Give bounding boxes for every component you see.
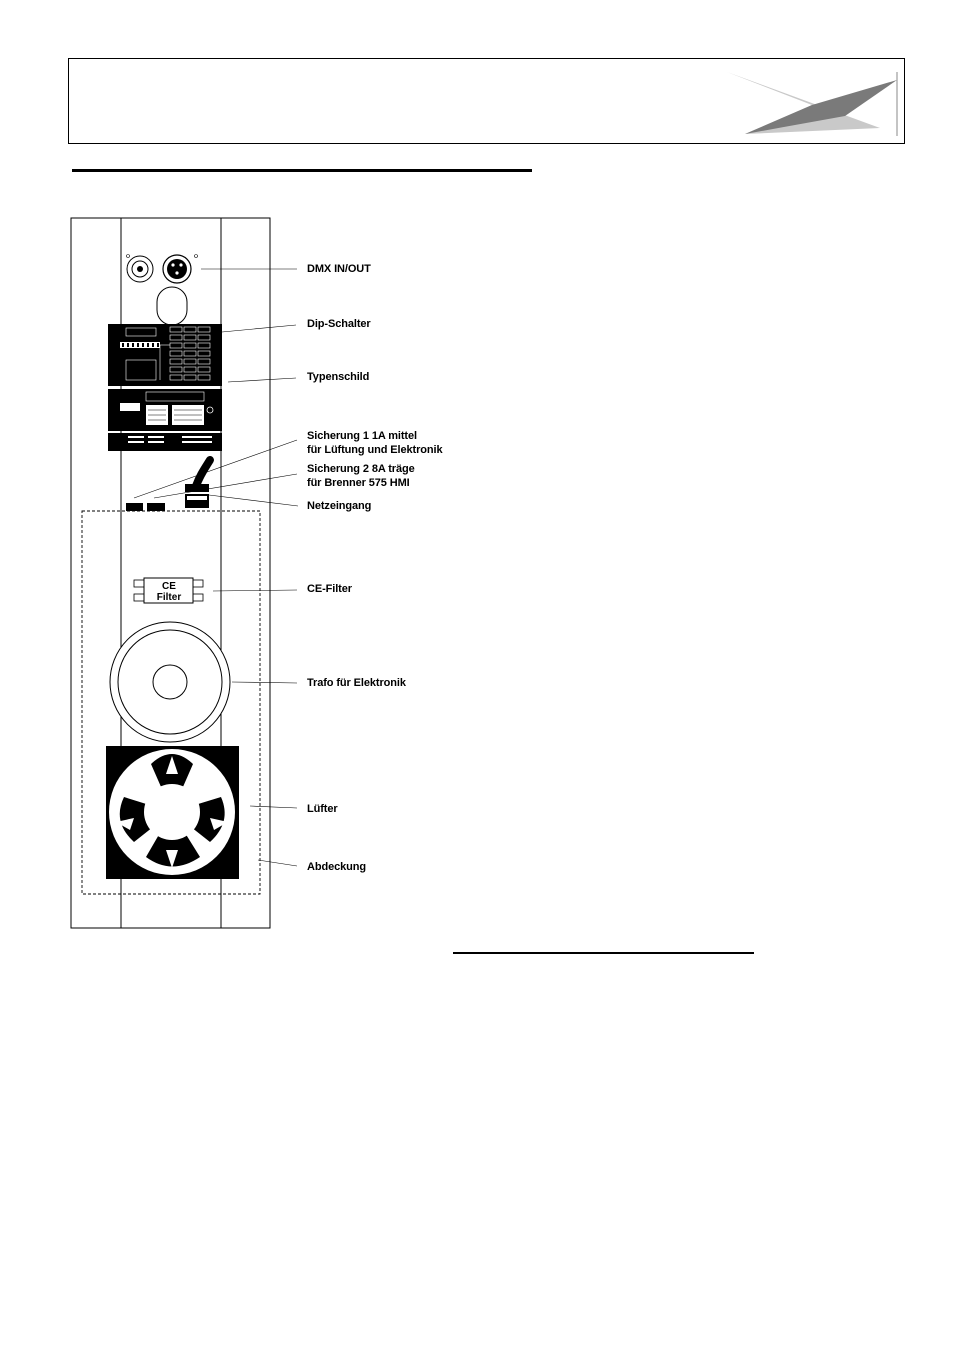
section-rule-bottom	[453, 952, 754, 954]
label-dip-switch: Dip-Schalter	[307, 318, 371, 330]
label-mains-input: Netzeingang	[307, 500, 372, 512]
fuse-panel	[108, 433, 222, 451]
fuse-holder-1	[126, 503, 143, 511]
label-fan: Lüfter	[307, 803, 338, 815]
label-dmx: DMX IN/OUT	[307, 263, 371, 275]
ce-filter-box	[134, 578, 203, 603]
dip-switch-panel	[108, 324, 222, 386]
transformer	[110, 622, 230, 742]
svg-text:CE: CE	[162, 581, 176, 592]
label-fuse-1: Sicherung 1 1A mittel für Lüftung und Elektronik	[307, 430, 443, 456]
type-plate	[108, 389, 222, 431]
label-type-plate: Typenschild	[307, 371, 370, 383]
label-ce-filter: CE-Filter	[307, 583, 352, 595]
fan	[106, 746, 239, 879]
svg-text:Filter: Filter	[156, 592, 182, 603]
fuse-holder-2	[147, 503, 165, 511]
label-fuse-2: Sicherung 2 8A träge für Brenner 575 HMI	[307, 463, 415, 489]
label-cover: Abdeckung	[307, 861, 366, 873]
mains-connector	[185, 484, 209, 508]
label-transformer: Trafo für Elektronik	[307, 677, 406, 689]
